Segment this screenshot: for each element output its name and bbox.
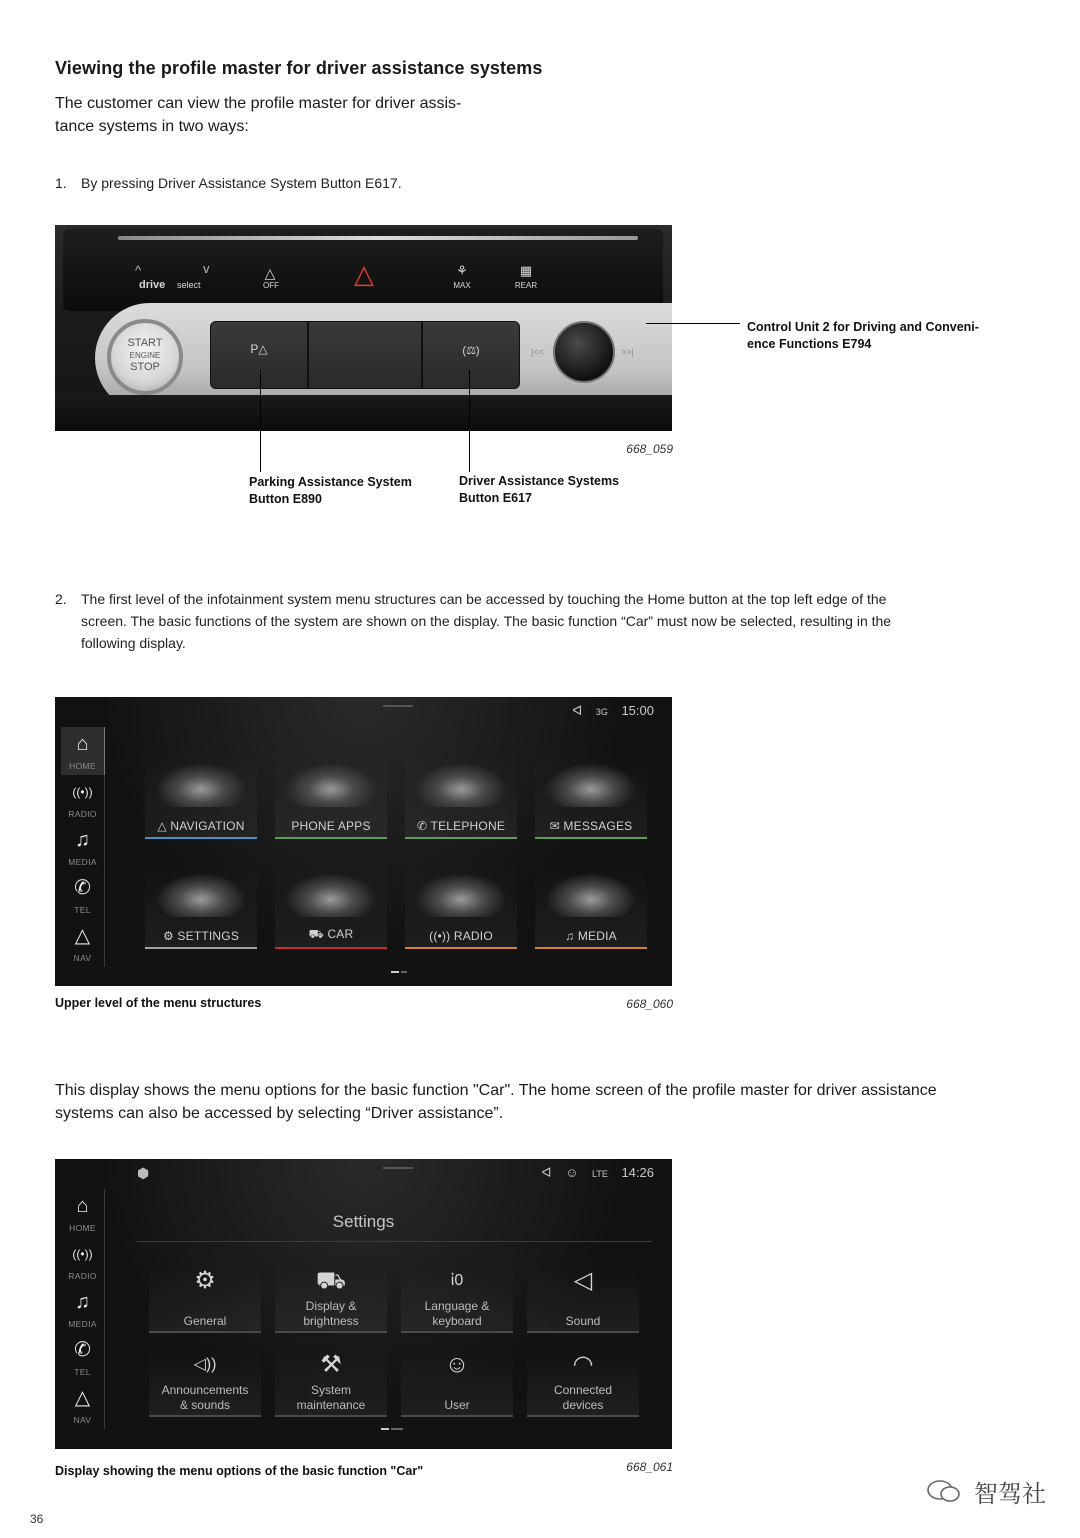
pull-down-handle[interactable]: [383, 1167, 413, 1169]
network-indicator: 3G: [595, 707, 608, 717]
function-tile[interactable]: [275, 863, 387, 949]
tile-label: User: [444, 1398, 470, 1412]
settings-tile[interactable]: [527, 1351, 639, 1417]
page-title: Viewing the profile master for driver assistance systems: [55, 58, 543, 78]
sidebar-item-media[interactable]: [61, 823, 105, 871]
tile-label: System maintenance: [296, 1383, 366, 1412]
wifi-icon: ◠: [572, 1351, 594, 1378]
user-status-icon: ☺: [565, 1165, 579, 1180]
sidebar-item-label: TEL: [74, 1367, 91, 1377]
function-tile[interactable]: [275, 753, 387, 839]
step-2: [55, 588, 1015, 654]
tile-label: ⚙ SETTINGS: [162, 929, 240, 943]
sidebar-item-radio[interactable]: [61, 775, 105, 823]
parking-assistance-button[interactable]: [210, 321, 308, 389]
sidebar-item-label: NAV: [73, 953, 92, 963]
settings-tile[interactable]: [275, 1351, 387, 1417]
esc-off-label: OFF: [263, 281, 279, 290]
driver-assistance-button[interactable]: [422, 321, 520, 389]
leader-line: [646, 323, 740, 324]
screen-heading: Settings: [332, 1212, 395, 1231]
tile-label: Connected devices: [553, 1383, 613, 1412]
sidebar-item-home[interactable]: [61, 1189, 105, 1237]
leader-line: [469, 370, 470, 472]
leader-line: [260, 370, 261, 472]
tile-label: PHONE APPS: [291, 819, 371, 833]
home-icon: ⌂: [76, 733, 89, 755]
tile-accent-line: [535, 837, 647, 839]
phone-icon: ✆: [74, 1339, 91, 1361]
clock: 15:00: [621, 703, 654, 718]
settings-tile[interactable]: [527, 1267, 639, 1333]
sidebar-item-home[interactable]: [61, 727, 105, 775]
volume-knob[interactable]: [553, 321, 615, 383]
tile-label: Announcements & sounds: [161, 1383, 249, 1412]
next-track-icon: >>|: [621, 347, 634, 357]
rear-defrost-icon: ▦: [519, 263, 533, 278]
home-menu-screen: [55, 697, 672, 986]
wechat-logo-icon: [926, 1478, 962, 1504]
tile-label: ♫ MEDIA: [565, 929, 617, 943]
sidebar-item-label: TEL: [74, 905, 91, 915]
settings-tile[interactable]: [149, 1351, 261, 1417]
callout-line: Driver Assistance Systems: [459, 474, 620, 488]
sidebar-item-radio[interactable]: [61, 1237, 105, 1285]
tile-label: ✉ MESSAGES: [549, 819, 633, 833]
previous-track-icon: |<<: [531, 347, 544, 357]
tile-label: ✆ TELEPHONE: [416, 819, 506, 833]
tile-label: Language & keyboard: [424, 1299, 490, 1328]
tile-artwork: [285, 763, 377, 807]
console-photo: [55, 225, 672, 431]
sidebar-item-nav[interactable]: [61, 919, 105, 967]
tile-label: △ NAVIGATION: [157, 819, 245, 833]
callout-control-unit: [747, 319, 1047, 353]
step-text: [81, 588, 1015, 654]
climate-control-strip: [63, 229, 663, 311]
divider: [137, 1241, 652, 1242]
settings-screen: [55, 1159, 672, 1449]
tile-accent-line: [535, 947, 647, 949]
driver-assistance-icon: (⚖): [462, 345, 480, 357]
sidebar-item-label: MEDIA: [68, 1319, 97, 1329]
tile-artwork: [545, 873, 637, 917]
intro-line: The customer can view the profile master for driver assis-: [55, 95, 462, 112]
callout-parking-button: [249, 474, 449, 508]
settings-tile[interactable]: [401, 1351, 513, 1417]
settings-tile[interactable]: [149, 1267, 261, 1333]
step-number: 2.: [55, 591, 67, 607]
step-text: By pressing Driver Assistance System Button E617.: [81, 175, 402, 191]
engine-label: ENGINE: [129, 351, 161, 360]
network-indicator: LTE: [591, 1169, 608, 1179]
speaker-icon: ◁: [573, 1267, 593, 1294]
tile-label: Sound: [565, 1314, 601, 1328]
status-bar: [562, 703, 654, 719]
tile-accent-line: [145, 837, 257, 839]
defrost-icon: ⚘: [456, 263, 468, 278]
start-stop-button[interactable]: [107, 319, 183, 395]
function-tile[interactable]: [145, 863, 257, 949]
rear-defrost-label: REAR: [514, 281, 538, 290]
sidebar-item-label: NAV: [73, 1415, 92, 1425]
radio-icon: ((•)): [72, 785, 93, 799]
tile-accent-line: [145, 947, 257, 949]
wrench-icon: ⚒: [320, 1351, 342, 1378]
function-tile[interactable]: [405, 753, 517, 839]
step-text-line: The first level of the infotainment system menu structures can be accessed by touching the Home button at the top left edge of the: [81, 591, 887, 607]
sidebar-item-tel[interactable]: [61, 1333, 105, 1381]
callout-line: Button E617: [459, 491, 532, 505]
function-tile[interactable]: [145, 753, 257, 839]
announcement-speaker-icon: ◁)): [193, 1356, 217, 1373]
tile-artwork: [155, 873, 247, 917]
gear-icon: ⚙: [194, 1267, 216, 1294]
tile-artwork: [285, 873, 377, 917]
music-icon: ♫: [75, 1291, 90, 1313]
figure-caption: Upper level of the menu structures: [55, 996, 262, 1010]
esc-icon: △: [264, 265, 276, 281]
callout-line: Parking Assistance System: [249, 475, 412, 489]
sidebar-item-label: HOME: [69, 1223, 96, 1233]
phone-icon: ✆: [74, 877, 91, 899]
sidebar-item-label: MEDIA: [68, 857, 97, 867]
settings-tile[interactable]: [401, 1267, 513, 1333]
pull-down-handle[interactable]: [383, 705, 413, 707]
start-label: START: [127, 337, 163, 349]
sidebar-item-label: HOME: [69, 761, 96, 771]
sidebar-item-nav[interactable]: [61, 1381, 105, 1429]
chevron-up-icon: ^: [135, 263, 142, 278]
blank-button[interactable]: [308, 321, 422, 389]
intro-paragraph: [55, 92, 525, 138]
bluetooth-icon: ᐊ: [541, 1165, 552, 1180]
defrost-max-label: MAX: [453, 281, 471, 290]
figure-number: 668_060: [626, 997, 673, 1011]
page-indicator: [391, 1428, 403, 1430]
figure-caption: Display showing the menu options of the basic function "Car": [55, 1464, 424, 1478]
tile-artwork: [415, 873, 507, 917]
nav-arrow-icon: △: [74, 1387, 91, 1409]
sidebar-item-label: RADIO: [68, 809, 97, 819]
status-bar: [531, 1165, 654, 1181]
page-indicator-active: [381, 1428, 389, 1430]
bluetooth-icon: ᐊ: [572, 703, 583, 718]
intro-line: tance systems in two ways:: [55, 118, 249, 135]
step-1: [55, 172, 655, 194]
globe-icon: ἱ0: [450, 1272, 464, 1289]
music-icon: ♫: [75, 829, 90, 851]
paragraph-line: systems can also be accessed by selecting “Driver assistance”.: [55, 1105, 504, 1122]
page-number: 36: [30, 1512, 44, 1526]
tile-accent-line: [405, 947, 517, 949]
user-icon: ☺: [444, 1351, 470, 1378]
tile-accent-line: [405, 837, 517, 839]
tile-label: General: [183, 1314, 227, 1328]
home-icon: ⌂: [76, 1195, 89, 1217]
radio-icon: ((•)): [72, 1247, 93, 1261]
callout-line: Button E890: [249, 492, 322, 506]
tile-accent-line: [275, 837, 387, 839]
drive-select-label: drive: [139, 279, 166, 291]
sidebar-item-label: RADIO: [68, 1271, 97, 1281]
callout-line: Control Unit 2 for Driving and Conveni-: [747, 320, 979, 334]
tile-label: Display & brightness: [303, 1299, 359, 1328]
function-tile[interactable]: [535, 753, 647, 839]
watermark: 智驾社: [974, 1480, 1046, 1508]
sidebar-item-tel[interactable]: [61, 871, 105, 919]
function-tile[interactable]: [405, 863, 517, 949]
step-number: 1.: [55, 175, 67, 191]
callout-driver-assistance-button: [459, 473, 659, 507]
page-indicator-active: [391, 971, 399, 973]
callout-line: ence Functions E794: [747, 337, 872, 351]
trim-strip: [118, 236, 638, 240]
tile-artwork: [545, 763, 637, 807]
step-text-line: screen. The basic functions of the system are shown on the display. The basic function “Car” must now be selected, resulting in the: [81, 613, 892, 629]
body-paragraph: [55, 1079, 1015, 1125]
tile-artwork: [415, 763, 507, 807]
figure-number: 668_059: [626, 442, 673, 456]
parking-icon: P△: [250, 342, 268, 356]
select-label: select: [177, 280, 201, 290]
tile-label: ((•)) RADIO: [429, 929, 493, 943]
cube-icon: ⬢: [137, 1165, 150, 1181]
clock: 14:26: [621, 1165, 654, 1180]
console-base: [55, 395, 672, 431]
car-outline-icon: ⛟: [315, 1267, 347, 1294]
tile-label: ⛟ CAR: [308, 927, 354, 941]
settings-tile[interactable]: [275, 1267, 387, 1333]
hazard-icon: △: [354, 259, 374, 289]
stop-label: STOP: [130, 361, 160, 373]
step-text-line: following display.: [81, 635, 186, 651]
page-indicator: [401, 971, 407, 973]
nav-arrow-icon: △: [74, 925, 91, 947]
chevron-down-icon: v: [203, 261, 210, 276]
paragraph-line: This display shows the menu options for the basic function "Car". The home screen of the profile master for driver assistance: [55, 1082, 937, 1099]
tile-accent-line: [275, 947, 387, 949]
figure-number: 668_061: [626, 1460, 673, 1474]
sidebar-item-media[interactable]: [61, 1285, 105, 1333]
function-tile[interactable]: [535, 863, 647, 949]
tile-artwork: [155, 763, 247, 807]
